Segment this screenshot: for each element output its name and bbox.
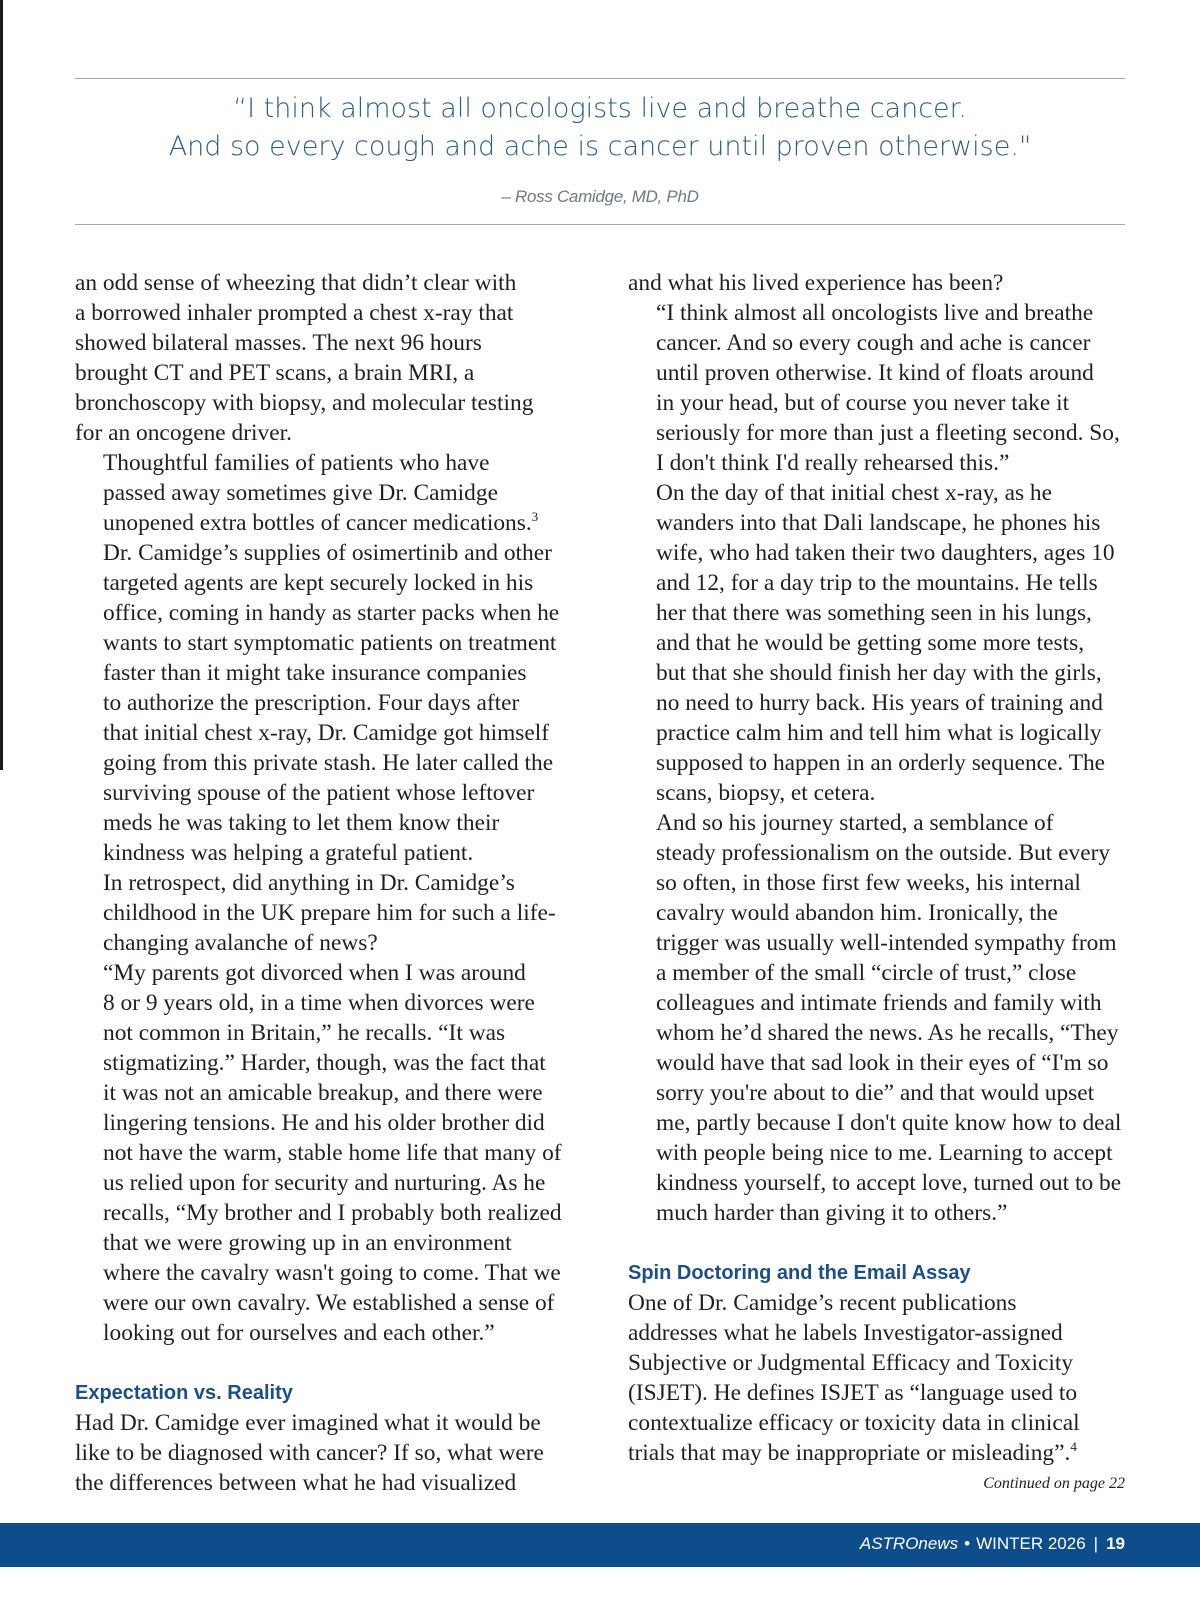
text-line: wants to start symptomatic patients on treatment [103,630,557,656]
text-line: it was not an amicable breakup, and there were [103,1080,543,1106]
text-line: childhood in the UK prepare him for such a life- [103,900,556,926]
footer-magazine-name: ASTROnews [859,1534,959,1553]
text-line: but that she should finish her day with the girls, [656,660,1102,686]
text-line: us relied upon for security and nurturing. As he [103,1170,546,1196]
text-line: stigmatizing.” Harder, though, was the fact that [103,1050,546,1076]
text-line: Subjective or Judgmental Efficacy and Toxicity [628,1350,1074,1376]
text-line: scans, biopsy, et cetera. [656,780,876,806]
text-line: I don't think I'd really rehearsed this.” [656,450,1010,476]
text-line: unopened extra bottles of cancer medications.$^3$ [103,509,539,536]
text-line: Thoughtful families of patients who have [103,450,490,476]
text-line: showed bilateral masses. The next 96 hours [75,330,482,356]
text-line: seriously for more than just a fleeting second. So, [656,420,1120,446]
text-line: lingering tensions. He and his older brother did [103,1110,545,1136]
text-line: in your head, but of course you never take it [656,390,1070,416]
section-heading-expectation: Expectation vs. Reality [75,1382,293,1404]
text-line: a member of the small “circle of trust,” close [656,960,1077,986]
text-line: with people being nice to me. Learning to accept [656,1140,1113,1166]
footer-page-number: 19 [1106,1534,1125,1553]
text-line: cavalry would abandon him. Ironically, the [656,900,1058,926]
text-line: sorry you're about to die” and that would upset [656,1080,1095,1106]
text-line: where the cavalry wasn't going to come. That we [103,1260,561,1286]
pull-quote-attribution: – Ross Camidge, MD, PhD [501,187,699,206]
reference-superscript: 4 [1070,1439,1077,1454]
text-line: would have that sad look in their eyes of “I'm so [656,1050,1109,1076]
text-line: supposed to happen in an orderly sequence. The [656,750,1106,776]
text-line: office, coming in handy as starter packs when he [103,600,560,626]
pull-quote [75,90,1125,166]
text-line: no need to hurry back. His years of training and [656,690,1103,716]
footer-bullet: • [964,1534,971,1553]
pull-quote-line-1: “I think almost all oncologists live and breathe cancer. [233,93,967,124]
text-line: not common in Britain,” he recalls. “It was [103,1020,506,1046]
left-paragraph-5 [75,1408,585,1498]
text-line: much harder than giving it to others.” [656,1200,1008,1226]
text-line: steady professionalism on the outside. But every [656,840,1111,866]
right-paragraph-3 [628,478,1138,808]
text-line: passed away sometimes give Dr. Camidge [103,480,498,506]
text-line: that initial chest x-ray, Dr. Camidge got himself [103,720,550,746]
text-line: faster than it might take insurance companies [103,660,527,686]
text-line: the differences between what he had visualized [75,1470,517,1496]
text-line: me, partly because I don't quite know how to deal [656,1110,1122,1136]
text-line: an odd sense of wheezing that didn’t clear with [75,270,517,296]
text-line: looking out for ourselves and each other.” [103,1320,495,1346]
text-line: bronchoscopy with biopsy, and molecular testing [75,390,534,416]
text-line: going from this private stash. He later called the [103,750,554,776]
continued-on-page: Continued on page 22 [983,1475,1125,1492]
footer-issue: WINTER 2026 [976,1534,1086,1553]
text-line: “I think almost all oncologists live and breathe [656,300,1094,326]
page-edge-mark [0,0,3,770]
right-paragraph-1 [628,268,1138,298]
right-paragraph-4 [628,808,1138,1228]
footer-divider: | [1093,1534,1099,1553]
text-line: trigger was usually well-intended sympathy from [656,930,1117,956]
right-paragraph-2 [628,298,1138,478]
page-footer [0,1523,1200,1567]
text-line: for an oncogene driver. [75,420,292,446]
text-line: (ISJET). He defines ISJET as “language used to [628,1380,1078,1406]
text-line: and what his lived experience has been? [628,270,1004,296]
text-line: like to be diagnosed with cancer? If so, what were [75,1440,544,1466]
right-paragraph-5 [628,1288,1138,1468]
text-line: kindness was helping a grateful patient. [103,840,474,866]
text-line: kindness yourself, to accept love, turned out to be [656,1170,1122,1196]
text-line: brought CT and PET scans, a brain MRI, a [75,360,475,386]
text-line: surviving spouse of the patient whose leftover [103,780,535,806]
text-line: targeted agents are kept securely locked in his [103,570,534,596]
left-column [75,268,585,1498]
text-line: to authorize the prescription. Four days after [103,690,520,716]
text-line: “My parents got divorced when I was around [103,960,526,986]
left-paragraph-1 [75,268,585,448]
reference-superscript: 3 [531,509,539,524]
text-line: And so his journey started, a semblance of [656,810,1054,836]
text-line: 8 or 9 years old, in a time when divorces were [103,990,535,1016]
text-line: that we were growing up in an environment [103,1230,512,1256]
text-line: cancer. And so every cough and ache is cancer [656,330,1091,356]
section-heading-spin-doctoring: Spin Doctoring and the Email Assay [628,1262,971,1284]
text-line: colleagues and intimate friends and family with [656,990,1102,1016]
text-line: were our own cavalry. We established a sense of [103,1290,555,1316]
text-line: recalls, “My brother and I probably both realized [103,1200,562,1226]
text-line: In retrospect, did anything in Dr. Camidge’s [103,870,515,896]
text-line: so often, in those first few weeks, his internal [656,870,1081,896]
text-line: meds he was taking to let them know their [103,810,500,836]
text-line: whom he’d shared the news. As he recalls, “They [656,1020,1119,1046]
text-line: trials that may be inappropriate or misleading”.$^4$ [628,1439,1077,1466]
quote-top-rule [75,78,1125,79]
text-line: practice calm him and tell him what is logically [656,720,1102,746]
left-paragraph-2 [75,448,585,868]
pull-quote-line-2: And so every cough and ache is cancer until proven otherwise." [168,131,1032,162]
left-paragraph-3 [75,868,585,958]
footer-text [860,1534,1125,1554]
text-line: wanders into that Dali landscape, he phones his [656,510,1101,536]
right-column [628,268,1138,1468]
text-line: her that there was something seen in his lungs, [656,600,1092,626]
text-line: changing avalanche of news? [103,930,378,956]
text-line: and that he would be getting some more tests, [656,630,1085,656]
left-paragraph-4 [75,958,585,1348]
text-line: not have the warm, stable home life that many of [103,1140,562,1166]
text-line: until proven otherwise. It kind of floats around [656,360,1094,386]
text-line: addresses what he labels Investigator-assigned [628,1320,1063,1346]
text-line: and 12, for a day trip to the mountains. He tells [656,570,1098,596]
text-line: Dr. Camidge’s supplies of osimertinib and other [103,540,552,566]
text-line: a borrowed inhaler prompted a chest x-ray that [75,300,514,326]
text-line: wife, who had taken their two daughters, ages 10 [656,540,1115,566]
text-line: One of Dr. Camidge’s recent publications [628,1290,1017,1316]
text-line: On the day of that initial chest x-ray, as he [656,480,1052,506]
text-line: Had Dr. Camidge ever imagined what it would be [75,1410,541,1436]
quote-bottom-rule [75,224,1125,225]
text-line: contextualize efficacy or toxicity data in clinical [628,1410,1080,1436]
